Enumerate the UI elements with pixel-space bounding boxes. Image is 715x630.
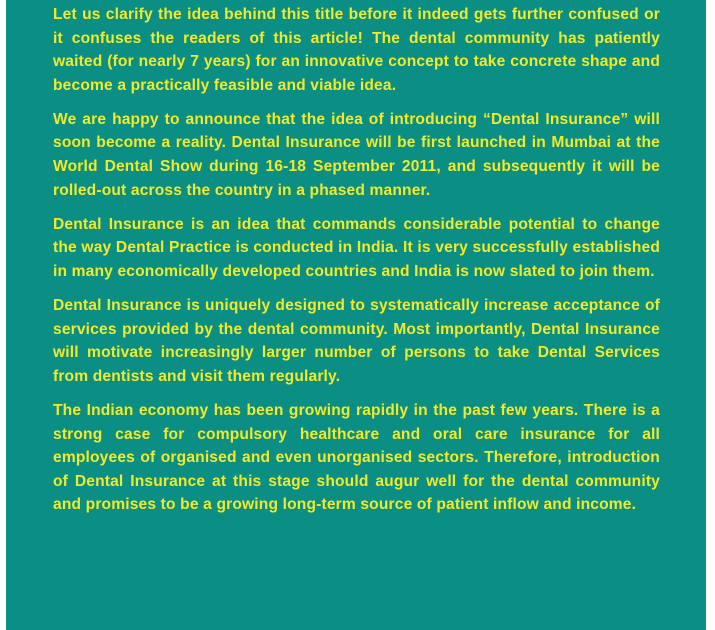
article-paragraph-1: Let us clarify the idea behind this title before it indeed gets further confused or it confuses the readers of this article! The dental community has patiently waited (for nearly 7 years) for an innovative concept to take concrete shape and become a practically feasible and viable idea. (53, 6, 660, 94)
article-paragraph-5: The Indian economy has been growing rapidly in the past few years. There is a strong case for compulsory healthcare and oral care insurance for all employees of organised and even unorganised sectors. Therefore, introduction of Dental Insurance at this stage should augur well for the dental community and promises to be a growing long-term source of patient inflow and income. (53, 401, 660, 514)
article-panel (6, 0, 706, 630)
article-paragraph-2: We are happy to announce that the idea of introducing “Dental Insurance” will soon become a reality. Dental Insurance will be first launched in Mumbai at the World Dental Show during 16-18 September 2011, and subsequently it will be rolled-out across the country in a phased manner. (53, 110, 660, 199)
article-body (53, 3, 660, 527)
article-paragraph-4: Dental Insurance is uniquely designed to systematically increase acceptance of services provided by the dental community. Most importantly, Dental Insurance will motivate increasingly larger number of persons to take Dental Services from dentists and visit them regularly. (53, 297, 660, 385)
article-paragraph-3: Dental Insurance is an idea that commands considerable potential to change the way Dental Practice is conducted in India. It is very successfully established in many economically developed countries and India is now slated to join them. (53, 215, 660, 280)
